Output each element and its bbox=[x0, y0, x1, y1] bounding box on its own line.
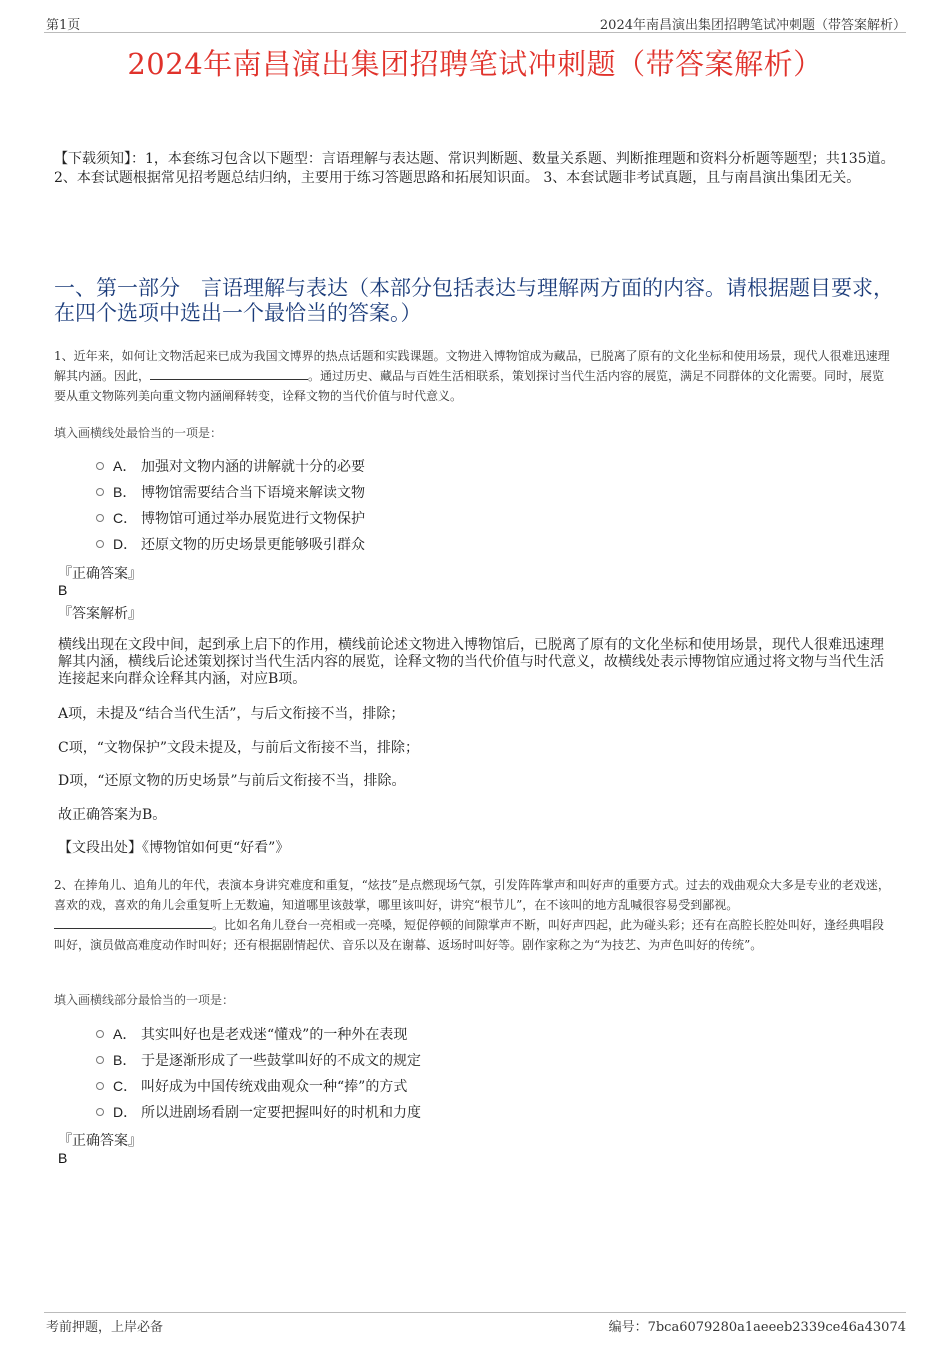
option-text: 加强对文物内涵的讲解就十分的必要 bbox=[141, 459, 365, 475]
section-heading: 一、第一部分 言语理解与表达（本部分包括表达与理解两方面的内容。请根据题目要求，在四个选项中选出一个最恰当的答案。） bbox=[54, 276, 894, 325]
analysis-paragraph: D项，“还原文物的历史场景”与前后文衔接不当，排除。 bbox=[58, 773, 406, 789]
option-text: 博物馆可通过举办展览进行文物保护 bbox=[141, 511, 365, 527]
radio-icon[interactable] bbox=[96, 540, 104, 548]
question-1-option-b[interactable] bbox=[96, 482, 365, 502]
radio-icon[interactable] bbox=[96, 488, 104, 496]
analysis-paragraph: 横线出现在文段中间，起到承上启下的作用，横线前论述文物进入博物馆后，已脱离了原有的文化坐标和使用场景，现代人很难迅速理解其内涵，横线后论述策划探讨当代生活内容的展览，诠释文物的当代价值与时代意义，故横线处表示博物馆应通过将文物与当代生活连接起来向群众诠释其内涵，对应B项。 bbox=[58, 637, 884, 687]
header-doc-title: 2024年南昌演出集团招聘笔试冲刺题（带答案解析） bbox=[599, 18, 906, 33]
answer-blank bbox=[150, 368, 308, 380]
question-1-option-d[interactable] bbox=[96, 534, 365, 554]
question-2-option-c[interactable] bbox=[96, 1076, 407, 1096]
option-text: 叫好成为中国传统戏曲观众一种“捧”的方式 bbox=[141, 1079, 408, 1095]
document-title: 2024年南昌演出集团招聘笔试冲刺题（带答案解析） bbox=[127, 47, 823, 81]
question-1-text-after: 。通过历史、藏品与百姓生活相联系，策划探讨当代生活内容的展览，满足不同群体的文化需要。同时，展览要从重文物陈列美向重文物内涵阐释转变，诠释文物的当代价值与时代意义。 bbox=[54, 369, 885, 403]
header-divider bbox=[44, 32, 906, 33]
option-letter: D． bbox=[113, 1104, 138, 1120]
question-2-prompt: 填入画横线部分最恰当的一项是： bbox=[54, 993, 235, 1007]
question-2-answer-label: 『正确答案』 bbox=[58, 1133, 142, 1149]
question-1-prompt: 填入画横线处最恰当的一项是： bbox=[54, 426, 223, 440]
analysis-paragraph: C项，“文物保护”文段未提及，与前后文衔接不当，排除； bbox=[58, 740, 420, 756]
question-1-text-before: 1、近年来，如何让文物活起来已成为我国文博界的热点话题和实践课题。文物进入博物馆成为藏品，已脱离了原有的文化坐标和使用场景，现代人很难迅速理解其内涵。因此， bbox=[54, 349, 890, 383]
option-letter: C． bbox=[113, 510, 138, 526]
question-1-analysis-label: 『答案解析』 bbox=[58, 606, 142, 622]
download-notice: 【下载须知】：1，本套练习包含以下题型：言语理解与表达题、常识判断题、数量关系题、判断推理题和资料分析题等题型；共135道。 2、本套试题根据常见招考题总结归纳，主要用于练习答题思路和拓展知识面。 3、本套试题非考试真题，且与南昌演出集团无关。 bbox=[54, 151, 895, 186]
radio-icon[interactable] bbox=[96, 1030, 104, 1038]
source-citation: 【文段出处】《博物馆如何更“好看”》 bbox=[58, 840, 290, 856]
question-2-option-b[interactable] bbox=[96, 1050, 421, 1070]
question-2-text bbox=[54, 875, 894, 955]
footer-serial: 编号：7bca6079280a1aeeeb2339ce46a43074 bbox=[608, 1320, 906, 1335]
footer-divider bbox=[44, 1312, 906, 1313]
question-2-option-a[interactable] bbox=[96, 1024, 407, 1044]
radio-icon[interactable] bbox=[96, 1056, 104, 1064]
radio-icon[interactable] bbox=[96, 462, 104, 470]
option-letter: A． bbox=[113, 458, 137, 474]
option-letter: B． bbox=[113, 484, 137, 500]
option-letter: A． bbox=[113, 1026, 137, 1042]
question-2-option-d[interactable] bbox=[96, 1102, 421, 1122]
option-letter: C． bbox=[113, 1078, 138, 1094]
analysis-paragraph: 故正确答案为B。 bbox=[58, 807, 167, 823]
question-1-option-c[interactable] bbox=[96, 508, 365, 528]
option-letter: D． bbox=[113, 536, 138, 552]
question-2-text-before: 2、在捧角儿、追角儿的年代，表演本身讲究难度和重复，“炫技”是点燃现场气氛，引发阵阵掌声和叫好声的重要方式。过去的戏曲观众大多是专业的老戏迷，喜欢的戏，喜欢的角儿会重复听上无数遍，知道哪里该鼓掌，哪里该叫好，讲究“根节儿”，在不该叫的地方乱喊很容易受到鄙视。 bbox=[54, 878, 890, 912]
question-2-answer: B bbox=[58, 1150, 68, 1166]
option-text: 还原文物的历史场景更能够吸引群众 bbox=[141, 537, 365, 553]
option-text: 其实叫好也是老戏迷“懂戏”的一种外在表现 bbox=[141, 1027, 408, 1043]
option-letter: B． bbox=[113, 1052, 137, 1068]
question-1-option-a[interactable] bbox=[96, 456, 365, 476]
question-2-text-after: 。比如名角儿登台一亮相或一亮嗓，短促停顿的间隙掌声不断，叫好声四起，此为碰头彩；还有在高腔长腔处叫好，逢经典唱段叫好，演员做高难度动作时叫好；还有根据剧情起伏、音乐以及在谢幕、返场时叫好等。剧作家称之为“为技艺、为声色叫好的传统”。 bbox=[54, 918, 885, 952]
footer-slogan: 考前押题，上岸必备 bbox=[46, 1320, 164, 1335]
radio-icon[interactable] bbox=[96, 514, 104, 522]
question-1-text bbox=[54, 346, 894, 406]
option-text: 博物馆需要结合当下语境来解读文物 bbox=[141, 485, 365, 501]
option-text: 于是逐渐形成了一些鼓掌叫好的不成文的规定 bbox=[141, 1053, 421, 1069]
radio-icon[interactable] bbox=[96, 1108, 104, 1116]
question-1-answer-label: 『正确答案』 bbox=[58, 566, 142, 582]
page-number: 第1页 bbox=[46, 18, 81, 33]
analysis-paragraph: A项，未提及“结合当代生活”，与后文衔接不当，排除； bbox=[58, 706, 405, 722]
answer-blank bbox=[54, 917, 212, 929]
question-1-answer: B bbox=[58, 582, 68, 598]
option-text: 所以进剧场看剧一定要把握叫好的时机和力度 bbox=[141, 1105, 421, 1121]
radio-icon[interactable] bbox=[96, 1082, 104, 1090]
